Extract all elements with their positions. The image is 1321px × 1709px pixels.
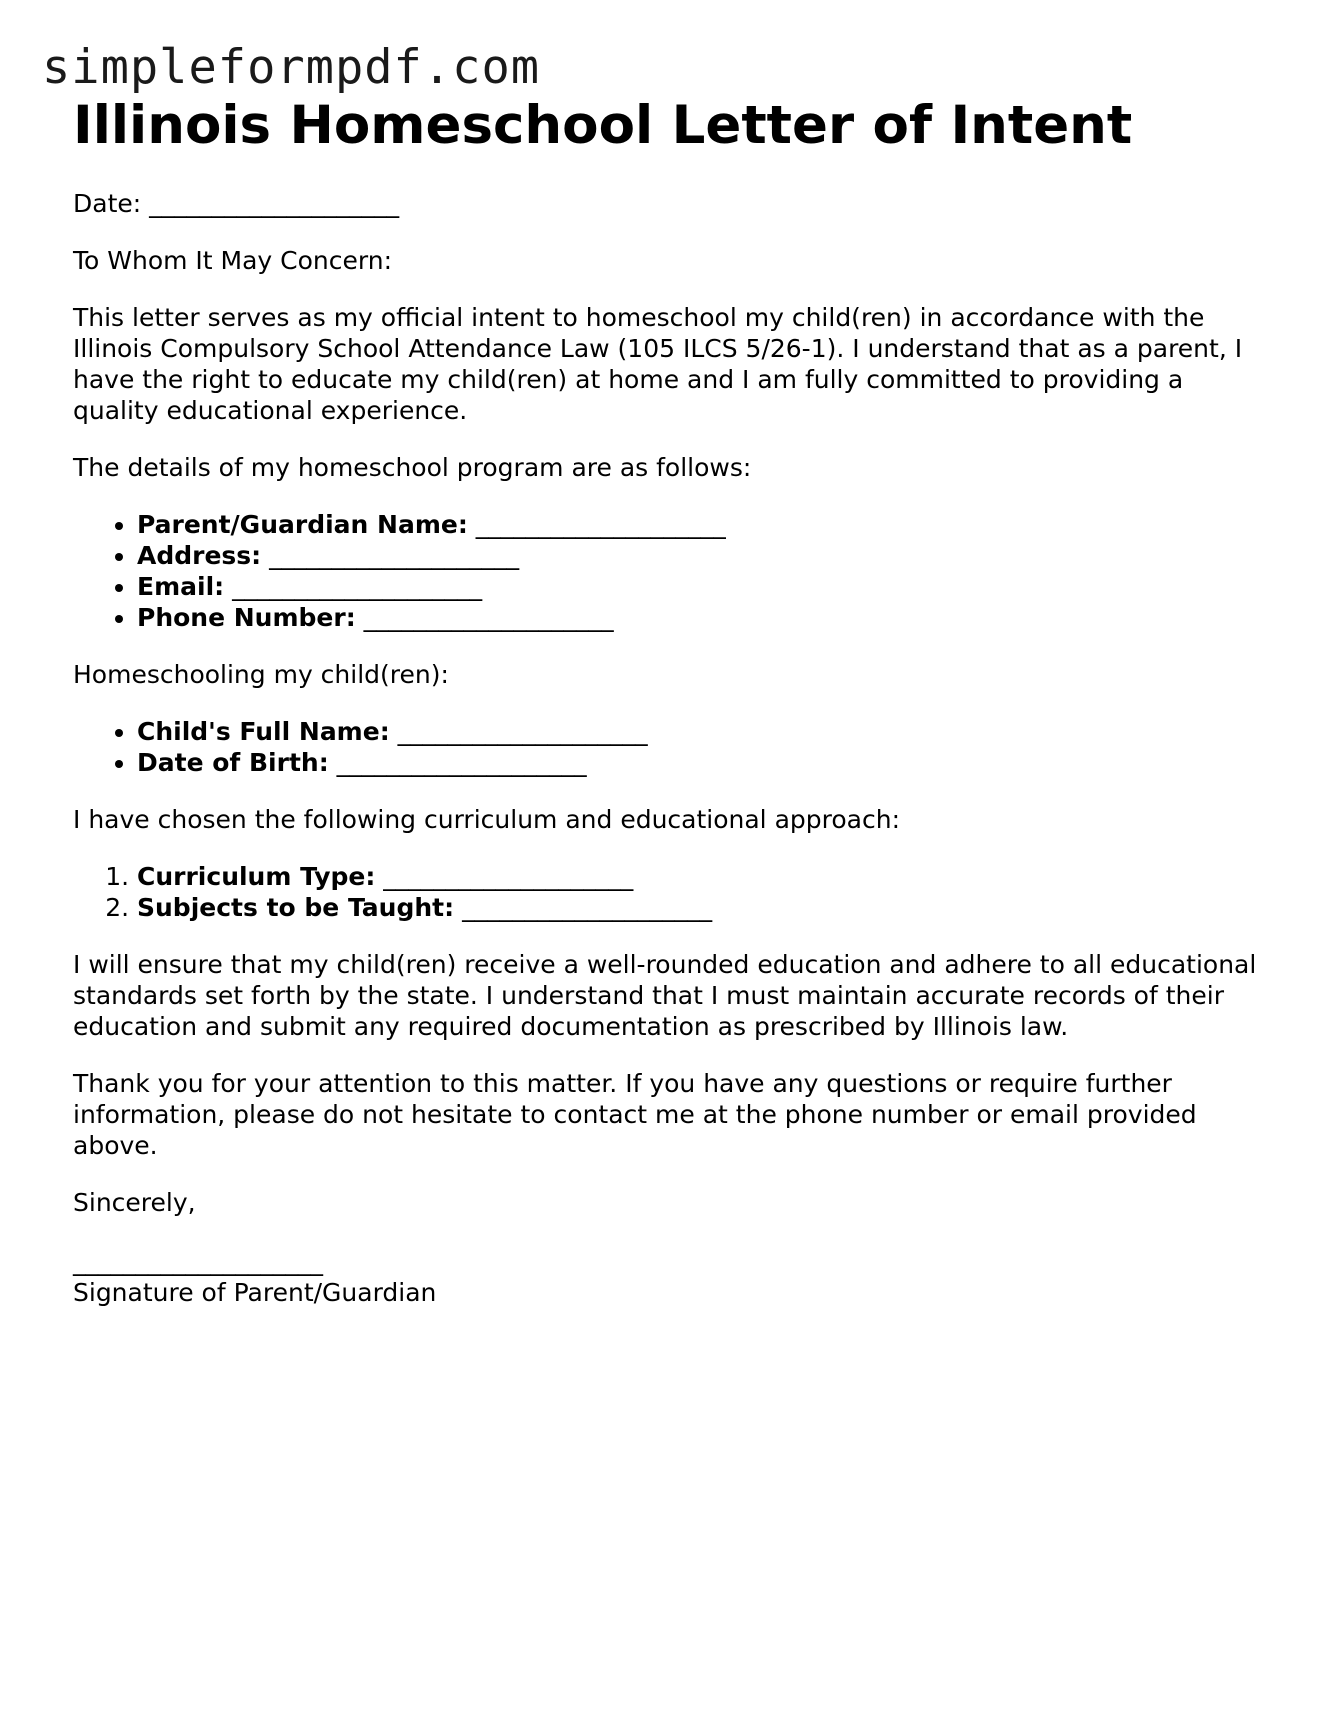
details-lead: The details of my homeschool program are as follows:	[73, 453, 752, 482]
signature-blank: ____________________	[73, 1247, 323, 1276]
field-label: Child's Full Name:	[137, 717, 390, 746]
field-blank: ____________________	[269, 541, 520, 570]
curriculum-lead: I have chosen the following curriculum and educational approach:	[73, 805, 900, 834]
field-label: Phone Number:	[137, 603, 356, 632]
commitment-paragraph: I will ensure that my child(ren) receive a well-rounded education and adhere to all educational standards set forth by the state. I understand that I must maintain accurate records of their education and submit any required documentation as prescribed by Illinois law.	[73, 950, 1257, 1041]
closing-paragraph: Thank you for your attention to this matter. If you have any questions or require further information, please do not hesitate to contact me at the phone number or email provided above.	[73, 1069, 1197, 1160]
intro-paragraph: This letter serves as my official intent to homeschool my child(ren) in accordance with the Illinois Compulsory School Attendance Law (105 ILCS 5/26-1). I understand that as a parent, I have the right to educate my child(ren) at home and I am fully committed to providing a quality educational experience.	[73, 303, 1243, 425]
field-label: Subjects to be Taught:	[137, 893, 455, 922]
parent-fields-list	[73, 509, 1263, 633]
child-fields-list	[73, 716, 1263, 778]
field-label: Email:	[137, 572, 225, 601]
list-item	[137, 861, 1263, 892]
field-blank: ____________________	[397, 717, 648, 746]
list-item	[137, 747, 1263, 778]
watermark: simpleformpdf.com	[42, 40, 541, 95]
field-label: Parent/Guardian Name:	[137, 510, 468, 539]
list-item	[137, 716, 1263, 747]
field-blank: ____________________	[475, 510, 726, 539]
list-item	[137, 892, 1263, 923]
list-item	[137, 509, 1263, 540]
children-lead: Homeschooling my child(ren):	[73, 660, 449, 689]
list-item	[137, 571, 1263, 602]
field-label: Date of Birth:	[137, 748, 329, 777]
letter-page	[73, 92, 1263, 1308]
list-item	[137, 602, 1263, 633]
field-blank: ____________________	[363, 603, 614, 632]
signature-caption: Signature of Parent/Guardian	[73, 1278, 437, 1307]
field-blank: ____________________	[462, 893, 713, 922]
field-blank: ____________________	[232, 572, 483, 601]
field-label: Address:	[137, 541, 262, 570]
list-item	[137, 540, 1263, 571]
page-title: Illinois Homeschool Letter of Intent	[73, 95, 1133, 156]
curriculum-fields-list	[73, 861, 1263, 923]
sign-off: Sincerely,	[73, 1188, 196, 1217]
date-field: Date: ____________________	[73, 189, 400, 218]
field-blank: ____________________	[336, 748, 587, 777]
field-blank: ____________________	[383, 862, 634, 891]
field-label: Curriculum Type:	[137, 862, 376, 891]
salutation: To Whom It May Concern:	[73, 246, 393, 275]
